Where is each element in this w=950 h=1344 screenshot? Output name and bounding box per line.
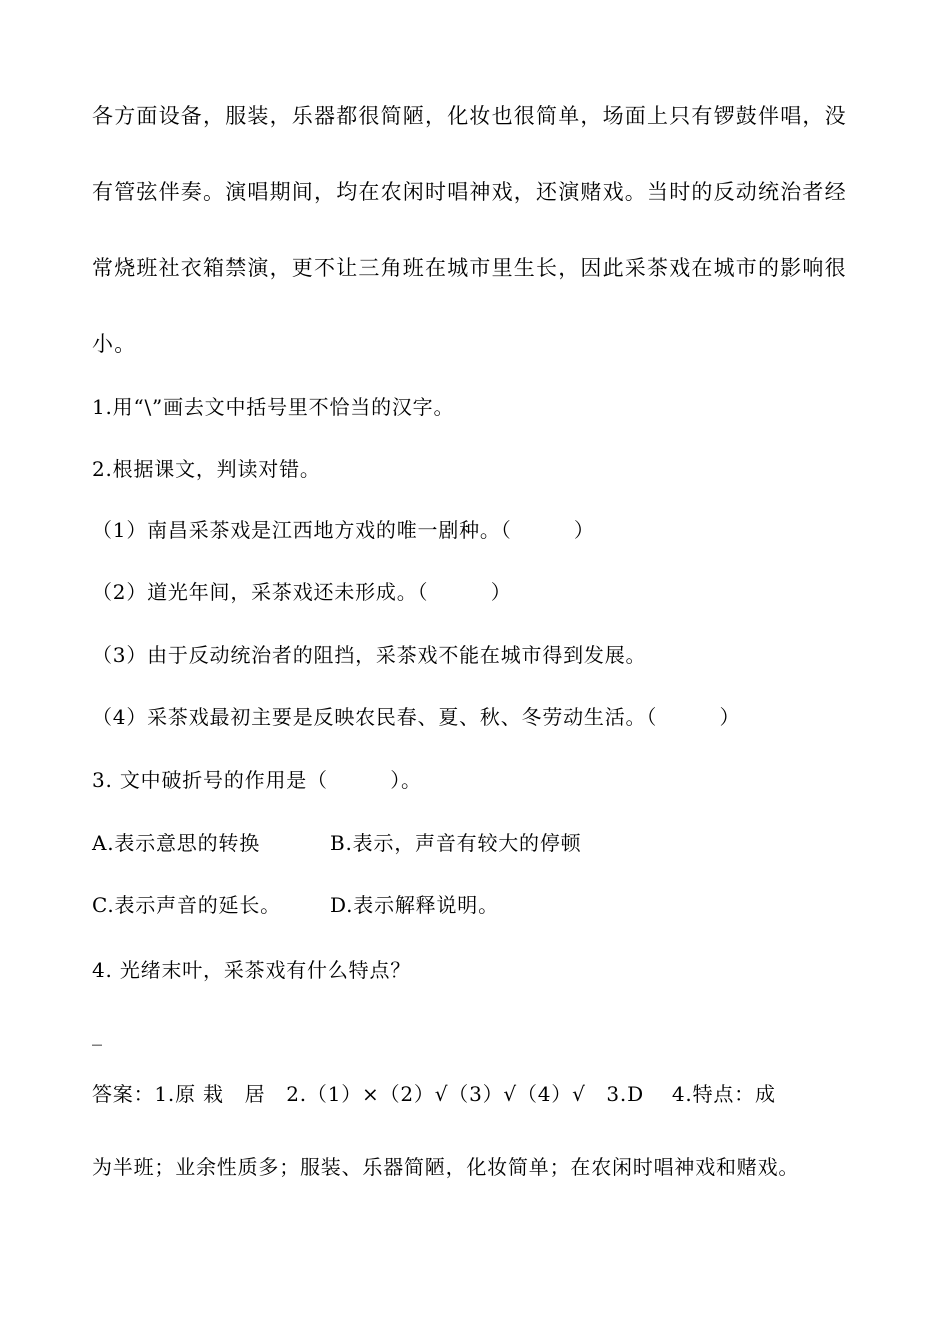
option-b: B.表示，声音有较大的停顿 xyxy=(330,831,582,855)
passage-line-4: 小。 xyxy=(92,332,137,356)
answer-blank-line: _ xyxy=(92,1022,103,1046)
passage-line-3: 常烧班社衣箱禁演，更不让三角班在城市里生长，因此采茶戏在城市的影响很 xyxy=(92,256,847,280)
question-3-options-row-2 xyxy=(92,891,499,919)
passage-line-1: 各方面设备，服装，乐器都很简陋，化妆也很简单，场面上只有锣鼓伴唱，没 xyxy=(92,104,847,128)
question-2-item-4: （4）采茶戏最初主要是反映农民春、夏、秋、冬劳动生活。（ ） xyxy=(92,705,741,729)
option-c: C.表示声音的延长。 xyxy=(92,893,281,917)
question-4: 4. 光绪末叶，采茶戏有什么特点？ xyxy=(92,958,412,982)
answer-line-1: 答案：1.原 栽 居 2.（1）×（2）√（3）√（4）√ 3.D 4.特点：成 xyxy=(92,1082,776,1106)
question-2-item-1: （1）南昌采茶戏是江西地方戏的唯一剧种。（ ） xyxy=(92,518,595,542)
question-2-item-2: （2）道光年间，采茶戏还未形成。（ ） xyxy=(92,580,512,604)
question-1: 1.用“\”画去文中括号里不恰当的汉字。 xyxy=(92,395,455,419)
question-3-options-row-1 xyxy=(92,829,581,857)
answer-line-2: 为半班；业余性质多；服装、乐器简陋，化妆简单；在农闲时唱神戏和赌戏。 xyxy=(92,1155,800,1179)
question-2: 2.根据课文，判读对错。 xyxy=(92,457,321,481)
option-d: D.表示解释说明。 xyxy=(330,893,499,917)
question-2-item-3: （3）由于反动统治者的阻挡，采茶戏不能在城市得到发展。 xyxy=(92,643,647,667)
option-a: A.表示意思的转换 xyxy=(92,831,261,855)
passage-line-2: 有管弦伴奏。演唱期间，均在农闲时唱神戏，还演赌戏。当时的反动统治者经 xyxy=(92,180,847,204)
question-3: 3. 文中破折号的作用是（ ）。 xyxy=(92,768,422,792)
